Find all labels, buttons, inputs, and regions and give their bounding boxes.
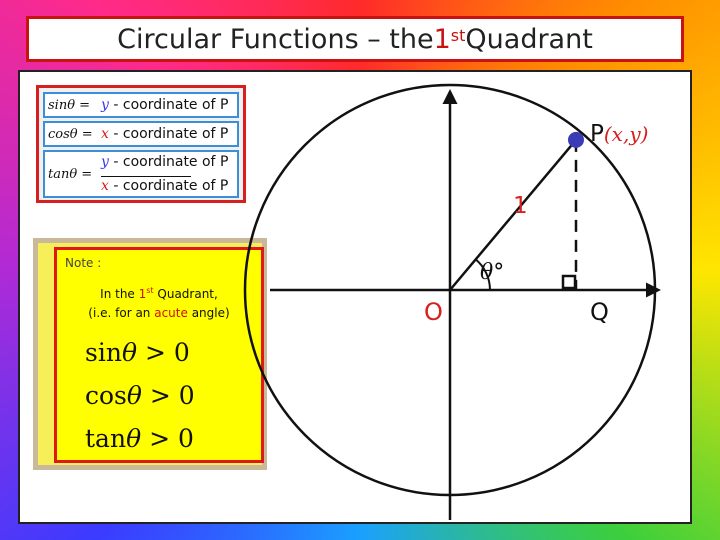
theta-1: θ: [121, 338, 137, 367]
theta-3: θ: [126, 424, 142, 453]
note-line1-b: Quadrant,: [153, 287, 218, 301]
note-line2-a: (i.e. for an: [88, 306, 155, 320]
tan-den-var: x: [101, 178, 109, 194]
foot-label: Q: [590, 298, 609, 326]
sin-lhs: sinθ =: [48, 98, 91, 113]
title-ordinal: 1: [433, 23, 451, 55]
note-line1-a: In the: [100, 287, 139, 301]
note-acute: acute: [154, 306, 188, 320]
rel-2: > 0: [141, 381, 195, 410]
tan-fn: tan: [85, 424, 127, 453]
p-letter: P: [590, 121, 604, 147]
cos-coord-text: - coordinate of P: [108, 126, 229, 142]
title-text: Circular Functions – the: [117, 23, 434, 55]
origin-label: O: [424, 298, 443, 326]
cos-var: x: [101, 126, 109, 142]
tan-num-text: - coordinate of P: [108, 154, 229, 170]
right-angle-marker: [563, 276, 575, 288]
sin-var: y: [101, 97, 109, 113]
tan-lhs: tanθ =: [48, 167, 93, 182]
title-suffix: st: [450, 25, 466, 45]
rel-1: > 0: [137, 338, 190, 367]
p-coords: (x,y): [603, 122, 649, 146]
sin-coord-text: - coordinate of P: [108, 97, 229, 113]
tan-num-var: y: [101, 154, 109, 170]
note-ordinal: 1: [138, 287, 147, 301]
radius-label: 1: [513, 193, 528, 219]
point-label: [590, 121, 648, 147]
angle-label: θ°: [480, 260, 505, 285]
theta-2: θ: [126, 381, 142, 410]
note-suffix: st: [146, 286, 154, 295]
cos-lhs: cosθ =: [48, 127, 93, 142]
sin-fn: sin: [85, 338, 122, 367]
note-label: Note :: [65, 256, 102, 270]
title-rest: Quadrant: [465, 23, 593, 55]
cos-fn: cos: [85, 381, 127, 410]
tan-den-text: - coordinate of P: [108, 178, 229, 194]
point-p: [568, 132, 584, 148]
note-line2-b: angle): [187, 306, 230, 320]
rel-3: > 0: [141, 424, 194, 453]
